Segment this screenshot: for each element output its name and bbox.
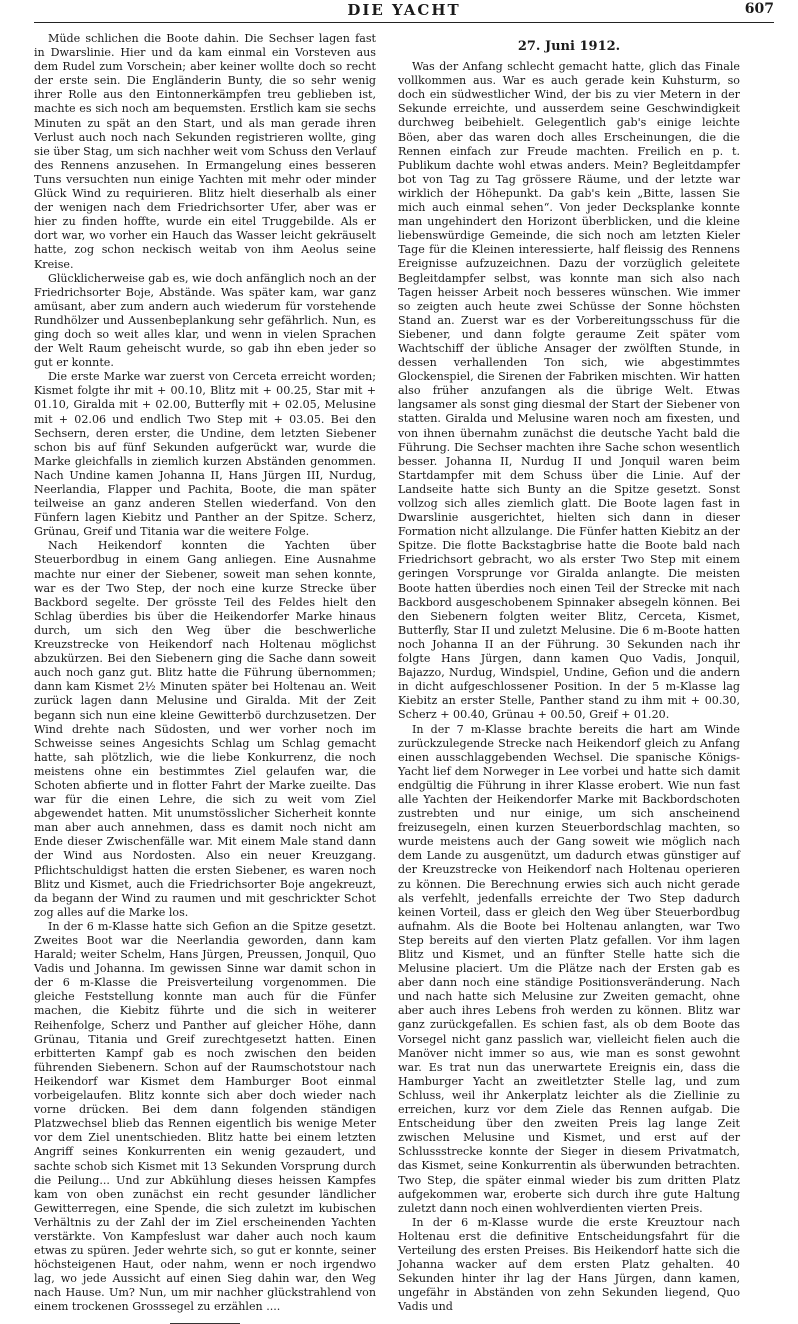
date-heading: 27. Juni 1912. (517, 39, 621, 54)
right-paragraph-3: In der 6 m-Klasse wurde die erste Kreuztour nach Holtenau erst die definitive Entscheidungsfahrt für die Verteilung des ersten Preises. Bis Heikendorf hatte sich die Johanna wacker auf dem ersten Platz gehalten. 40 Sekunden hinter ihr lag der Hans Jürgen, dann kamen, ungefähr in Abständen von zehn Sekunden liegend, Quo Vadis und (398, 1215, 740, 1314)
right-paragraph-2: In der 7 m-Klasse brachte bereits die hart am Winde zurückzulegende Strecke nach Heikendorf gleich zu Anfang einen ausschlaggebenden Wechsel. Die spanische Königs-Yacht lief dem Norweger in Lee vorbei und hatte sich damit endgültig die Führung in ihrer Klasse erobert. Wie nun fast alle Yachten der Heikendorfer Marke mit Backbordschoten zustrebten und nur einige, um sich anscheinend freizusegeln, einen kurzen Steuerbordschlag machten, so wurde meistens auch der Gang soweit wie möglich nach dem Lande zu ausgenützt, um dadurch etwas günstiger auf der Kreuzstrecke von Heikendorf nach Holtenau operieren zu können. Die Berechnung erwies sich auch nicht gerade als verfehlt, jedenfalls erreichte der Two Step dadurch keinen Vorteil, dass er gleich den Weg über Steuerbordbug aufnahm. Als die Boote bei Holtenau anlangten, war Two Step bereits auf den vierten Platz gefallen. Vor ihm lagen Blitz und Kismet, und an fünfter Stelle hatte sich die Melusine placiert. Um die Plätze nach der Ersten gab es aber dann noch eine ständige Positionsveränderung. Nach und nach hatte sich Melusine zur Zweiten gemacht, ohne aber auch ihres Lebens froh werden zu können. Blitz war ganz zurückgefallen. Es schien fast, als ob dem Boote das Vorsegel nicht ganz passlich war, vielleicht fielen auch die Manöver nicht immer so aus, wie man es sonst gewohnt war. Es trat nun das unerwartete Ereignis ein, dass die Hamburger Yacht an zweitletzter Stelle lag, und zum Schluss, weil ihr Ankerplatz leichter als die Ziellinie zu erreichen, kurz vor dem Ziele das Rennen aufgab. Die Entscheidung über den zweiten Preis lag lange Zeit zwischen Melusine und Kismet, und erst auf der Schlussstrecke konnte der Sieger in diesem Privatmatch, das Kismet, seine Konkurrentin als überwunden betrachten. Two Step, die später einmal wieder bis zum dritten Platz aufgekommen war, eroberte sich durch ihre gute Haltung zuletzt dann noch einen wohlverdienten vierten Preis. (398, 722, 740, 1215)
page-number: 607 (744, 1, 774, 17)
left-paragraph-2: Glücklicherweise gab es, wie doch anfänglich noch an der Friedrichsorter Boje, Abstände. Was später kam, war ganz amüsant, aber zum andern auch wiederum für vorstehende Rundhölzer und Aussenbeplankung sehr gefährlich. Nun, es ging doch so weit alles klar, und wenn in vielen Sprachen der Welt Raum geheischt wurde, so gab ihn eben jeder so gut er konnte. (34, 271, 376, 370)
right-paragraph-1: Was der Anfang schlecht gemacht hatte, glich das Finale vollkommen aus. War es auch gerade kein Kuhsturm, so doch ein südwestlicher Wind, der bis zu vier Metern in der Sekunde erreichte, und ausserdem seine Geschwindigkeit durchweg beibehielt. Gelegentlich gab's einige leichte Böen, aber das waren doch alles Erscheinungen, die die Rennen einfach zur Freude machten. Freilich en p. t. Publikum dachte wohl etwas anders. Mein? Begleitdampfer bot von Tag zu Tag grössere Räume, und der letzte war wirklich der Höhepunkt. Da gab's kein „Bitte, lassen Sie mich auch einmal sehen“. Von jeder Decksplanke konnte man ungehindert den Horizont überblicken, und die kleine liebenswürdige Gemeinde, die sich noch am letzten Kieler Tage für die Kleinen interessierte, half fleissig des Rennens Ereignisse aufzuzeichnen. Dazu der vorzüglich geleitete Begleitdampfer selbst, was konnte man sich also nach Tagen heisser Arbeit noch besseres wünschen. Wie immer so zeigten auch heute zwei Schüsse der Sonne höchsten Stand an. Zuerst war es der Vorbereitungsschuss für die Siebener, und dann folgte geraume Zeit später vom Wachtschiff der übliche Ansager der zwölften Stunde, in dessen verhallenden Ton sich, wie abgestimmtes Glockenspiel, die Sirenen der Fabriken mischten. Wir hatten also früher anzufangen als die übrige Welt. Etwas langsamer als sonst ging diesmal der Start der Siebener von statten. Giralda und Melusine waren noch am fixesten, und von ihnen übernahm zunächst die deutsche Yacht bald die Führung. Die Sechser machten ihre Sache schon wesentlich besser. Johanna II, Nurdug II und Jonquil waren beim Startdampfer mit dem Schuss über die Linie. Auf der Landseite hatte sich Bunty an die Spitze gesetzt. Sonst vollzog sich alles ziemlich glatt. Die Boote lagen fast in Dwarslinie ausgerichtet, hielten sich dann in dieser Formation nicht allzulange. Die Fünfer hatten Kiebitz an der Spitze. Die flotte Backstagbrise hatte die Boote bald nach Friedrichsort gebracht, wo als erster Two Step mit einem geringen Vorsprunge vor Giralda anlangte. Die meisten Boote hatten überdies noch einen Teil der Strecke mit nach Backbord ausgeschobenem Spinnaker absegeln können. Bei den Siebenern folgten weiter Blitz, Cerceta, Kismet, Butterfly, Star II und zuletzt Melusine. Die 6 m-Boote hatten noch Johanna II an der Führung. 30 Sekunden nach ihr folgte Hans Jürgen, dann kamen Quo Vadis, Jonquil, Bajazzo, Nurdug, Windspiel, Undine, Gefion und die andern in dicht aufgeschlossener Position. In der 5 m-Klasse lag Kiebitz an erster Stelle, Panther stand zu ihm mit + 00.30, Scherz + 00.40, Grünau + 00.50, Greif + 01.20. (398, 60, 740, 722)
running-title: DIE YACHT (347, 1, 461, 19)
left-paragraph-5: In der 6 m-Klasse hatte sich Gefion an die Spitze gesetzt. Zweites Boot war die Neerlandia geworden, dann kam Harald; weiter Schelm, Hans Jürgen, Preussen, Jonquil, Quo Vadis und Johanna. Im gewissen Sinne war damit schon in der 6 m-Klasse die Preisverteilung vorgenommen. Die gleiche Feststellung konnte man auch für die Fünfer machen, die Kiebitz führte und die sich in weiterer Reihenfolge, Scherz und Panther auf gleicher Höhe, dann Grünau, Titania und Greif zurechtgesetzt hatten. Einen erbitterten Kampf gab es noch zwischen den beiden führenden Siebenern. Schon auf der Raumschotstour nach Heikendorf war Kismet dem Hamburger Boot einmal vorbeigelaufen. Blitz konnte sich aber doch wieder nach vorne drücken. Bei dem dann folgenden ständigen Platzwechsel blieb das Rennen eigentlich bis wenige Meter vor dem Ziel unentschieden. Blitz hatte bei einem letzten Angriff seines Konkurrenten ein wenig gezaudert, und sachte schob sich Kismet mit 13 Sekunden Vorsprung durch die Peilung... Und zur Abkühlung dieses heissen Kampfes kam von oben zunächst ein recht gesunder ländlicher Gewitterregen, eine Spende, die sich zuletzt im kubischen Verhältnis zu der Zahl der im Ziel erscheinenden Yachten verstärkte. Von Kampfeslust war daher auch noch kaum etwas zu spüren. Jeder wehrte sich, so gut er konnte, seiner höchsteigenen Haut, oder nahm, wenn er noch irgendwo lag, wo jede Aussicht auf einen Sieg dahin war, den Weg nach Hause. Um? Nun, um mir nachher glückstrahlend von einem trockenen Grosssegel zu erzählen .... (34, 919, 376, 1314)
left-paragraph-4: Nach Heikendorf konnten die Yachten über Steuerbordbug in einem Gang anliegen. Eine Ausnahme machte nur einer der Siebener, soweit man sehen konnte, war es der Two Step, der noch eine kurze Strecke über Backbord segelte. Der grösste Teil des Feldes hielt den Schlag überdies bis über die Heikendorfer Marke hinaus durch, um sich den Weg über die beschwerliche Kreuzstrecke von Heikendorf nach Holtenau möglichst abzukürzen. Bei den Siebenern ging die Sache dann soweit auch noch ganz gut. Blitz hatte die Führung übernommen; dann kam Kismet 2½ Minuten später bei Holtenau an. Weit zurück lagen dann Melusine und Giralda. Mit der Zeit begann sich nun eine kleine Gewitterbö durchzusetzen. Der Wind drehte nach Südosten, und wer vorher noch im Schweisse seines Angesichts Schlag um Schlag gemacht hatte, sah plötzlich, wie die liebe Konkurrenz, die noch meistens ohne ein bestimmtes Ziel gelaufen war, die Schoten abfierte und in flotter Fahrt der Marke zueilte. Das war für die einen Lehre, die sich zu weit vom Ziel abgewendet hatten. Mit unumstösslicher Sicherheit konnte man aber auch annehmen, dass es damit noch nicht am Ende dieser Zwischenfälle war. Mit einem Male stand dann der Wind aus Nordosten. Also ein neuer Kreuzgang. Pflichtschuldigst hatten die ersten Siebener, es waren noch Blitz und Kismet, auch die Friedrichsorter Boje angekreuzt, da begann der Wind zu raumen und mit geschrickter Schot zog alles auf die Marke los. (34, 539, 376, 919)
section-end-rule (170, 1323, 240, 1324)
page-header (34, 0, 774, 23)
left-column (34, 32, 376, 1324)
left-paragraph-3: Die erste Marke war zuerst von Cerceta erreicht worden; Kismet folgte ihr mit + 00.10, Blitz mit + 00.25, Star mit + 01.10, Giralda mit + 02.00, Butterfly mit + 02.05, Melusine mit + 02.06 und endlich Two Step mit + 03.05. Bei den Sechsern, deren erster, die Undine, dem letzten Siebener schon bis auf fünf Sekunden aufgerückt war, wurde die Marke gleichfalls in ziemlich kurzen Abständen genommen. Nach Undine kamen Johanna II, Hans Jürgen III, Nurdug, Neerlandia, Flapper und Pachita, Boote, die man später teilweise an ganz anderen Stellen wiederfand. Von den Fünfern lagen Kiebitz und Panther an der Spitze. Scherz, Grünau, Greif und Titania war die weitere Folge. (34, 370, 376, 539)
right-column (398, 32, 740, 1314)
left-paragraph-1: Müde schlichen die Boote dahin. Die Sechser lagen fast in Dwarslinie. Hier und da kam einmal ein Vorsteven aus dem Rudel zum Vorschein; aber keiner wollte doch so recht der erste sein. Die Engländerin Bunty, die so sehr wenig ihrer Rolle aus den Eintonnerkämpfen treu geblieben ist, machte es sich noch am bequemsten. Erstlich kam sie sechs Minuten zu spät an den Start, und als man gerade ihren Verlust auch noch nach Sekunden registrieren wollte, ging sie über Stag, um sich nachher weit vom Schuss den Verlauf des Rennens anzusehen. In Ermangelung eines besseren Tuns versuchten nun einige Yachten mit mehr oder minder Glück Wind zu requirieren. Blitz hielt dieserhalb als einer der wenigen nach dem Friedrichsorter Ufer, aber was er hier zu finden hoffte, wurde ein eitel Truggebilde. Als er dort war, wo vorher ein Hauch das Wasser leicht gekräuselt hatte, zog schon neckisch weitab von ihm Aeolus seine Kreise. (34, 32, 376, 271)
